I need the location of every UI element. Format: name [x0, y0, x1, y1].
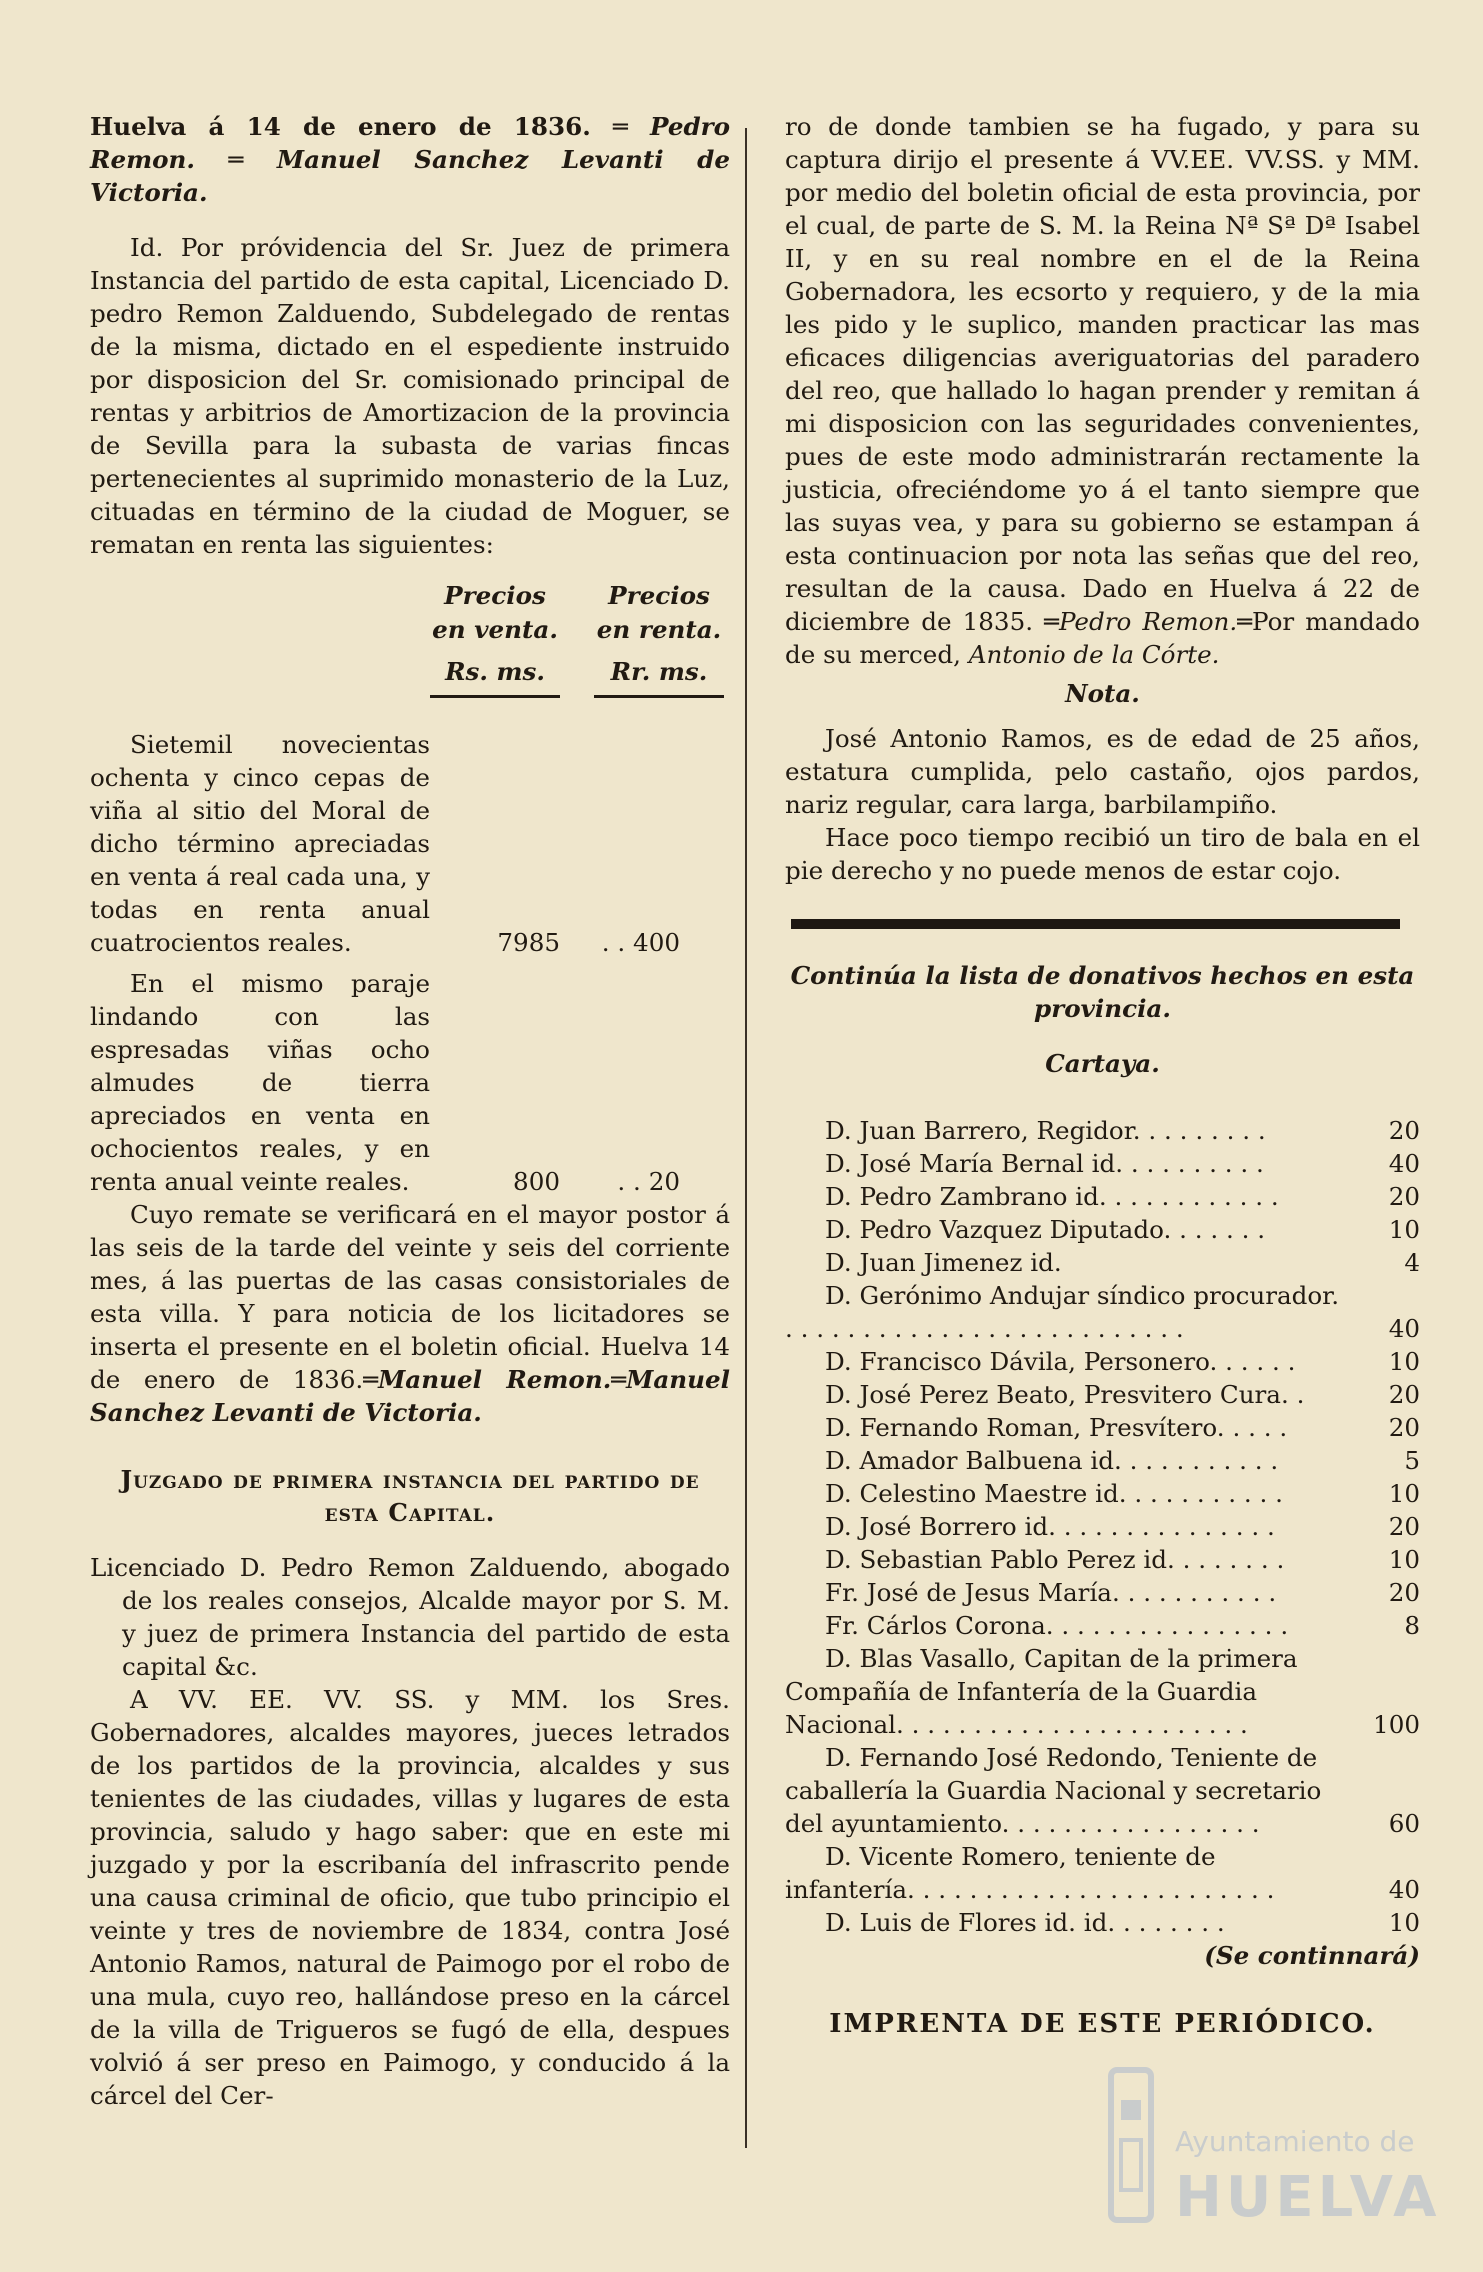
donation-amount: 20 — [1388, 1116, 1420, 1145]
edict-text-start: A VV. EE. VV. SS. y MM. los Sres. Gobernadores, alcaldes mayores, jueces letrados de los partidos de la provincia, alcaldes y sus tenientes de las ciudades, villas y lugares de esta provincia, saludo y hago saber: que en este mi juzgado y por la escribanía del infrascrito pende una causa criminal de oficio, que tubo principio el veinte y tres de noviembre de 1834, contra José Antonio Ramos, natural de Paimogo por el robo de una mula, cuyo reo, hallándose preso en la cárcel de la villa de Trigueros se fugó de ella, despues volvió á ser preso en Paimogo, y conducido á la cárcel del Cer- — [90, 1685, 730, 2110]
donor-name: D. Fernando José Redondo, Teniente de caballería la Guardia Nacional y secretario del ayuntamiento. . . . . . . . . . . . . . . . . — [785, 1743, 1322, 1838]
donations-heading: Continúa la lista de donativos hechos en esta provincia. — [790, 961, 1415, 1023]
donation-amount: 20 — [1388, 1512, 1420, 1541]
donation-amount: 10 — [1388, 1347, 1420, 1376]
donation-amount: 20 — [1388, 1578, 1420, 1607]
donation-amount: 5 — [1404, 1446, 1420, 1475]
lot-price-venta: 800 — [513, 1167, 560, 1196]
lot-price-renta: . . 20 — [617, 1167, 680, 1196]
unit-renta: Rr. ms. — [594, 655, 724, 698]
donation-amount: 20 — [1388, 1380, 1420, 1409]
signature-levanti: Manuel Sanchez Levanti de Victoria. — [90, 145, 730, 207]
edict-signature-corte: Antonio de la Córte. — [968, 640, 1220, 669]
col-header-renta: Precios en renta. — [596, 581, 722, 644]
auction-notice: Id. Por próvidencia del Sr. Juez de primera Instancia del partido de esta capital, Licenciado D. pedro Remon Zalduendo, Subdelegado de rentas de la misma, dictado en el espediente instruido por disposicion del Sr. comisionado principal de rentas y arbitrios de Amortizacion de la provincia de Sevilla para la subasta de varias fincas pertenecientes al suprimido monasterio de la Luz, cituadas en término de la ciudad de Moguer, se rematan en renta las siguientes: — [90, 233, 730, 559]
dateline-paragraph — [90, 110, 730, 209]
donation-row — [785, 1345, 1420, 1378]
lot-description: En el mismo paraje lindando con las espresadas viñas ocho almudes de tierra apreciados en venta en ochocientos reales, y en renta anual veinte reales. — [90, 969, 430, 1196]
closing-text: Cuyo remate se verificará en el mayor postor á las seis de la tarde del veinte y seis del corriente mes, á las puertas de las casas consistoriales de esta villa. Y para noticia de los licitadores se inserta el presente en el boletin oficial. Huelva 14 de enero de 1836. — [90, 1200, 730, 1394]
edict-body: ro de donde tambien se ha fugado, y para su captura dirijo el presente á VV.EE. VV.SS. y MM. por medio del boletin oficial de esta provincia, por el cual, de parte de S. M. la Reina Nª Sª Dª Isabel II, y en su real nombre en el de la Reina Gobernadora, les ecsorto y requiero, y de la mia les pido y le suplico, manden practicar las mas eficaces diligencias averiguatorias del paradero del reo, que hallado lo hagan prender y remitan á mi disposicion con las seguridades convenientes, pues de este modo administrarán rectamente la justicia, ofreciéndome yo á el tanto siempre que las suyas vea, y para su gobierno se estampan á esta continuacion por nota las señas que del reo, resultan de la causa. Dado en Huelva á 22 de diciembre de 1835. — [785, 112, 1420, 636]
property-lot — [90, 728, 730, 959]
column-divider — [745, 128, 747, 2148]
donor-name: D. Pedro Zambrano id. . . . . . . . . . . . — [825, 1182, 1279, 1211]
donation-row — [785, 1114, 1420, 1147]
section-rule — [791, 919, 1400, 929]
edict-by-order: Por mandado de su merced, — [785, 607, 1420, 669]
donation-row — [785, 1147, 1420, 1180]
donation-row — [785, 1906, 1420, 1939]
donor-name: D. José Perez Beato, Presvitero Cura. . — [825, 1380, 1305, 1409]
archive-watermark — [1085, 2040, 1445, 2250]
dash-separator: ═ — [228, 145, 244, 174]
donor-name: D. Gerónimo Andujar síndico procurador. . . . . . . . . . . . . . . . . . . . . . . . . . . — [785, 1281, 1340, 1343]
town-name: Cartaya. — [1045, 1049, 1160, 1078]
unit-venta: Rs. ms. — [430, 655, 560, 698]
dateline: Huelva á 14 de enero de 1836. — [90, 112, 591, 141]
to-be-continued: (Se continnará) — [1204, 1941, 1420, 1970]
donor-name: Fr. José de Jesus María. . . . . . . . . . . — [825, 1578, 1277, 1607]
edict-signature-remon: Pedro Remon. — [1058, 607, 1238, 636]
donation-row — [785, 1609, 1420, 1642]
col-header-venta: Precios en venta. — [432, 581, 558, 644]
donation-row — [785, 1642, 1420, 1741]
donation-row — [785, 1741, 1420, 1840]
donation-row — [785, 1246, 1420, 1279]
donation-row — [785, 1180, 1420, 1213]
signature-remon: Pedro Remon. — [90, 112, 731, 174]
donation-amount: 60 — [1388, 1809, 1420, 1838]
donation-amount: 40 — [1388, 1314, 1420, 1343]
donor-name: D. Celestino Maestre id. . . . . . . . . . . — [825, 1479, 1283, 1508]
lot-price-renta: . . 400 — [601, 928, 680, 957]
donor-name: D. Juan Jimenez id. — [825, 1248, 1062, 1277]
watermark-line1: Ayuntamiento de — [1175, 2125, 1415, 2158]
crest-icon — [1103, 2060, 1159, 2230]
donation-amount: 20 — [1388, 1182, 1420, 1211]
donor-name: D. Fernando Roman, Presvítero. . . . . — [825, 1413, 1288, 1442]
dash-separator: ═ — [612, 112, 628, 141]
edict-continuation: ro de donde tambien se ha fugado, y para su captura dirijo el presente á VV.EE. VV.SS. y MM. por medio del boletin oficial de esta provincia, por el cual, de parte de S. M. la Reina Nª Sª Dª Isabel II, y en su real nombre en el de la Reina Gobernadora, les ecsorto y requiero, y de la mia les pido y le suplico, manden practicar las mas eficaces diligencias averiguatorias del paradero del reo, que hallado lo hagan prender y remitan á mi disposicion con las seguridades convenientes, pues de este modo administrarán rectamente la justicia, ofreciéndome yo á el tanto siempre que las suyas vea, y para su gobierno se estampan á esta continuacion por nota las señas que del reo, resultan de la causa. Dado en Huelva á 22 de diciembre de 1835. ═Pedro Remon.═Por mandado de su merced, Antonio de la Córte. — [785, 112, 1420, 669]
donor-name: D. José María Bernal id. . . . . . . . . . — [825, 1149, 1264, 1178]
donor-name: D. Vicente Romero, teniente de infantería. . . . . . . . . . . . . . . . . . . . . . . . — [785, 1842, 1275, 1904]
donor-name: D. Blas Vasallo, Capitan de la primera Compañía de Infantería de la Guardia Nacional. . . . . . . . . . . . . . . . . . . . . . . — [785, 1644, 1298, 1739]
donation-row — [785, 1378, 1420, 1411]
nota-title: Nota. — [1065, 679, 1140, 708]
imprint: IMPRENTA DE ESTE PERIÓDICO. — [829, 2009, 1376, 2039]
donation-row — [785, 1279, 1420, 1345]
donation-row — [785, 1510, 1420, 1543]
property-lot — [90, 967, 730, 1198]
donor-name: D. Pedro Vazquez Diputado. . . . . . . — [825, 1215, 1266, 1244]
auction-closing: Cuyo remate se verificará en el mayor postor á las seis de la tarde del veinte y seis del corriente mes, á las puertas de las casas consistoriales de esta villa. Y para noticia de los licitadores se inserta el presente en el boletin oficial. Huelva 14 de enero de 1836.═Manuel Remon.═Manuel Sanchez Levanti de Victoria. — [90, 1200, 731, 1427]
donation-row — [785, 1444, 1420, 1477]
donation-row — [785, 1411, 1420, 1444]
donation-amount: 10 — [1388, 1479, 1420, 1508]
watermark-line2: HUELVA — [1175, 2165, 1441, 2230]
closing-signature-remon: Manuel Remon. — [378, 1365, 612, 1394]
judge-introduction: Licenciado D. Pedro Remon Zalduendo, abogado de los reales consejos, Alcalde mayor por S. M. y juez de primera Instancia del partido de esta capital &c. — [90, 1553, 730, 1681]
court-heading: Juzgado de primera instancia del partido de esta Capital. — [120, 1465, 700, 1527]
donor-name: D. Sebastian Pablo Perez id. . . . . . . . — [825, 1545, 1285, 1574]
right-column — [785, 110, 1420, 2041]
donation-row — [785, 1477, 1420, 1510]
donation-amount: 8 — [1404, 1611, 1420, 1640]
donations-list — [785, 1114, 1420, 1939]
donation-amount: 40 — [1388, 1875, 1420, 1904]
donation-row — [785, 1213, 1420, 1246]
donor-name: D. Francisco Dávila, Personero. . . . . . — [825, 1347, 1296, 1376]
donation-amount: 40 — [1388, 1149, 1420, 1178]
closing-signature-levanti: Manuel Sanchez Levanti de Victoria. — [90, 1365, 731, 1427]
donor-name: D. Luis de Flores id. id. . . . . . . . — [825, 1908, 1225, 1937]
donation-amount: 4 — [1404, 1248, 1420, 1277]
lot-description: Sietemil novecientas ochenta y cinco cepas de viña al sitio del Moral de dicho término apreciadas en venta á real cada una, y todas en renta anual cuatrocientos reales. — [90, 730, 430, 957]
donation-amount: 10 — [1388, 1215, 1420, 1244]
donation-amount: 100 — [1373, 1710, 1420, 1739]
donor-name: D. Amador Balbuena id. . . . . . . . . . . — [825, 1446, 1279, 1475]
nota-description: José Antonio Ramos, es de edad de 25 años, estatura cumplida, pelo castaño, ojos pardos, nariz regular, cara larga, barbilampiño. — [785, 724, 1420, 819]
price-units-header — [90, 647, 730, 698]
donor-name: D. Juan Barrero, Regidor. . . . . . . . . — [825, 1116, 1266, 1145]
donor-name: D. José Borrero id. . . . . . . . . . . . . . . — [825, 1512, 1275, 1541]
donation-row — [785, 1543, 1420, 1576]
donation-amount: 10 — [1388, 1545, 1420, 1574]
nota-injury: Hace poco tiempo recibió un tiro de bala en el pie derecho y no puede menos de estar cojo. — [785, 823, 1420, 885]
donation-row — [785, 1840, 1420, 1906]
donor-name: Fr. Cárlos Corona. . . . . . . . . . . . . . . . — [825, 1611, 1289, 1640]
price-columns-header — [90, 579, 730, 647]
left-column — [90, 110, 730, 2112]
donation-amount: 20 — [1388, 1413, 1420, 1442]
donation-amount: 10 — [1388, 1908, 1420, 1937]
lot-price-venta: 7985 — [497, 928, 560, 957]
donation-row — [785, 1576, 1420, 1609]
